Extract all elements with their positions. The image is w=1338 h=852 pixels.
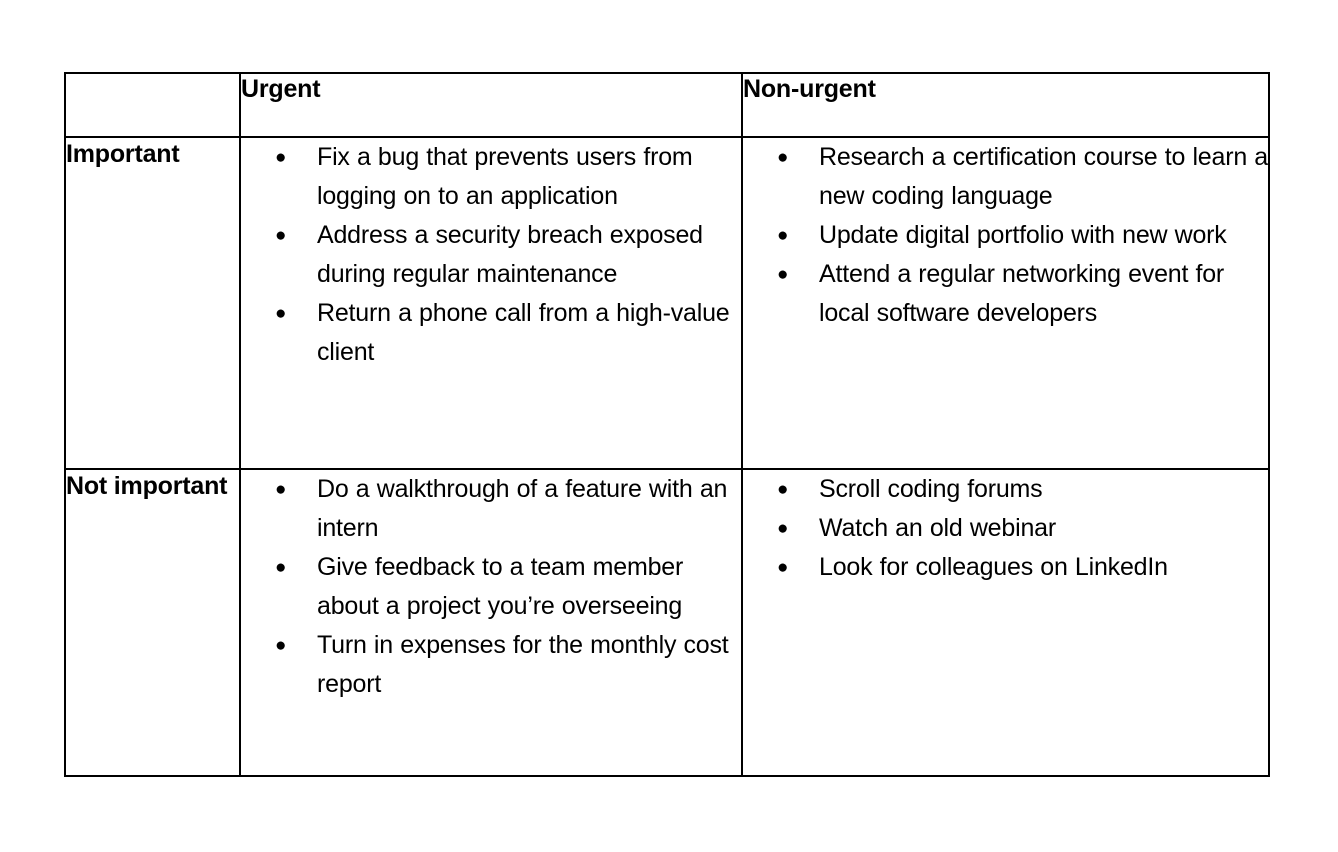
list-item-text: Turn in expenses for the monthly cost report bbox=[317, 631, 729, 698]
list-item-text: Fix a bug that prevents users from logging on to an application bbox=[317, 143, 693, 210]
list-item-text: Return a phone call from a high-value client bbox=[317, 299, 730, 366]
list-item bbox=[743, 509, 1268, 548]
list-item-text: Give feedback to a team member about a project you’re overseeing bbox=[317, 553, 684, 620]
list-item bbox=[241, 548, 741, 626]
list-item-text: Watch an old webinar bbox=[819, 514, 1056, 542]
cell-not-important-non-urgent bbox=[742, 469, 1269, 776]
table-row-not-important bbox=[65, 469, 1269, 776]
matrix-corner-cell bbox=[65, 73, 240, 137]
bullet-icon: ● bbox=[275, 147, 287, 168]
bullet-icon: ● bbox=[275, 303, 287, 324]
bullet-icon: ● bbox=[777, 225, 789, 246]
list-item-text: Address a security breach exposed during regular maintenance bbox=[317, 221, 703, 288]
list-item-text: Research a certification course to learn a new coding language bbox=[819, 143, 1268, 210]
task-list-not-important-urgent bbox=[241, 470, 741, 704]
bullet-icon: ● bbox=[275, 557, 287, 578]
cell-important-non-urgent bbox=[742, 137, 1269, 469]
list-item bbox=[743, 255, 1268, 333]
cell-important-urgent bbox=[240, 137, 742, 469]
list-item bbox=[241, 216, 741, 294]
list-item bbox=[241, 626, 741, 704]
list-item-text: Scroll coding forums bbox=[819, 475, 1043, 503]
bullet-icon: ● bbox=[275, 479, 287, 500]
table-row-important bbox=[65, 137, 1269, 469]
list-item bbox=[241, 470, 741, 548]
bullet-icon: ● bbox=[777, 518, 789, 539]
column-header-non-urgent: Non-urgent bbox=[742, 73, 1269, 137]
list-item bbox=[743, 548, 1268, 587]
bullet-icon: ● bbox=[275, 635, 287, 656]
list-item-text: Do a walkthrough of a feature with an intern bbox=[317, 475, 728, 542]
list-item bbox=[743, 216, 1268, 255]
eisenhower-matrix-table bbox=[64, 72, 1270, 777]
list-item bbox=[743, 138, 1268, 216]
task-list-important-non-urgent bbox=[743, 138, 1268, 333]
row-header-important: Important bbox=[65, 137, 240, 469]
table-header-row bbox=[65, 73, 1269, 137]
bullet-icon: ● bbox=[777, 557, 789, 578]
list-item bbox=[241, 138, 741, 216]
bullet-icon: ● bbox=[777, 264, 789, 285]
bullet-icon: ● bbox=[275, 225, 287, 246]
list-item bbox=[241, 294, 741, 372]
list-item-text: Look for colleagues on LinkedIn bbox=[819, 553, 1168, 581]
bullet-icon: ● bbox=[777, 147, 789, 168]
cell-not-important-urgent bbox=[240, 469, 742, 776]
row-header-not-important: Not important bbox=[65, 469, 240, 776]
list-item-text: Update digital portfolio with new work bbox=[819, 221, 1227, 249]
list-item-text: Attend a regular networking event for local software developers bbox=[819, 260, 1225, 327]
task-list-not-important-non-urgent bbox=[743, 470, 1268, 587]
column-header-urgent: Urgent bbox=[240, 73, 742, 137]
list-item bbox=[743, 470, 1268, 509]
bullet-icon: ● bbox=[777, 479, 789, 500]
task-list-important-urgent bbox=[241, 138, 741, 372]
